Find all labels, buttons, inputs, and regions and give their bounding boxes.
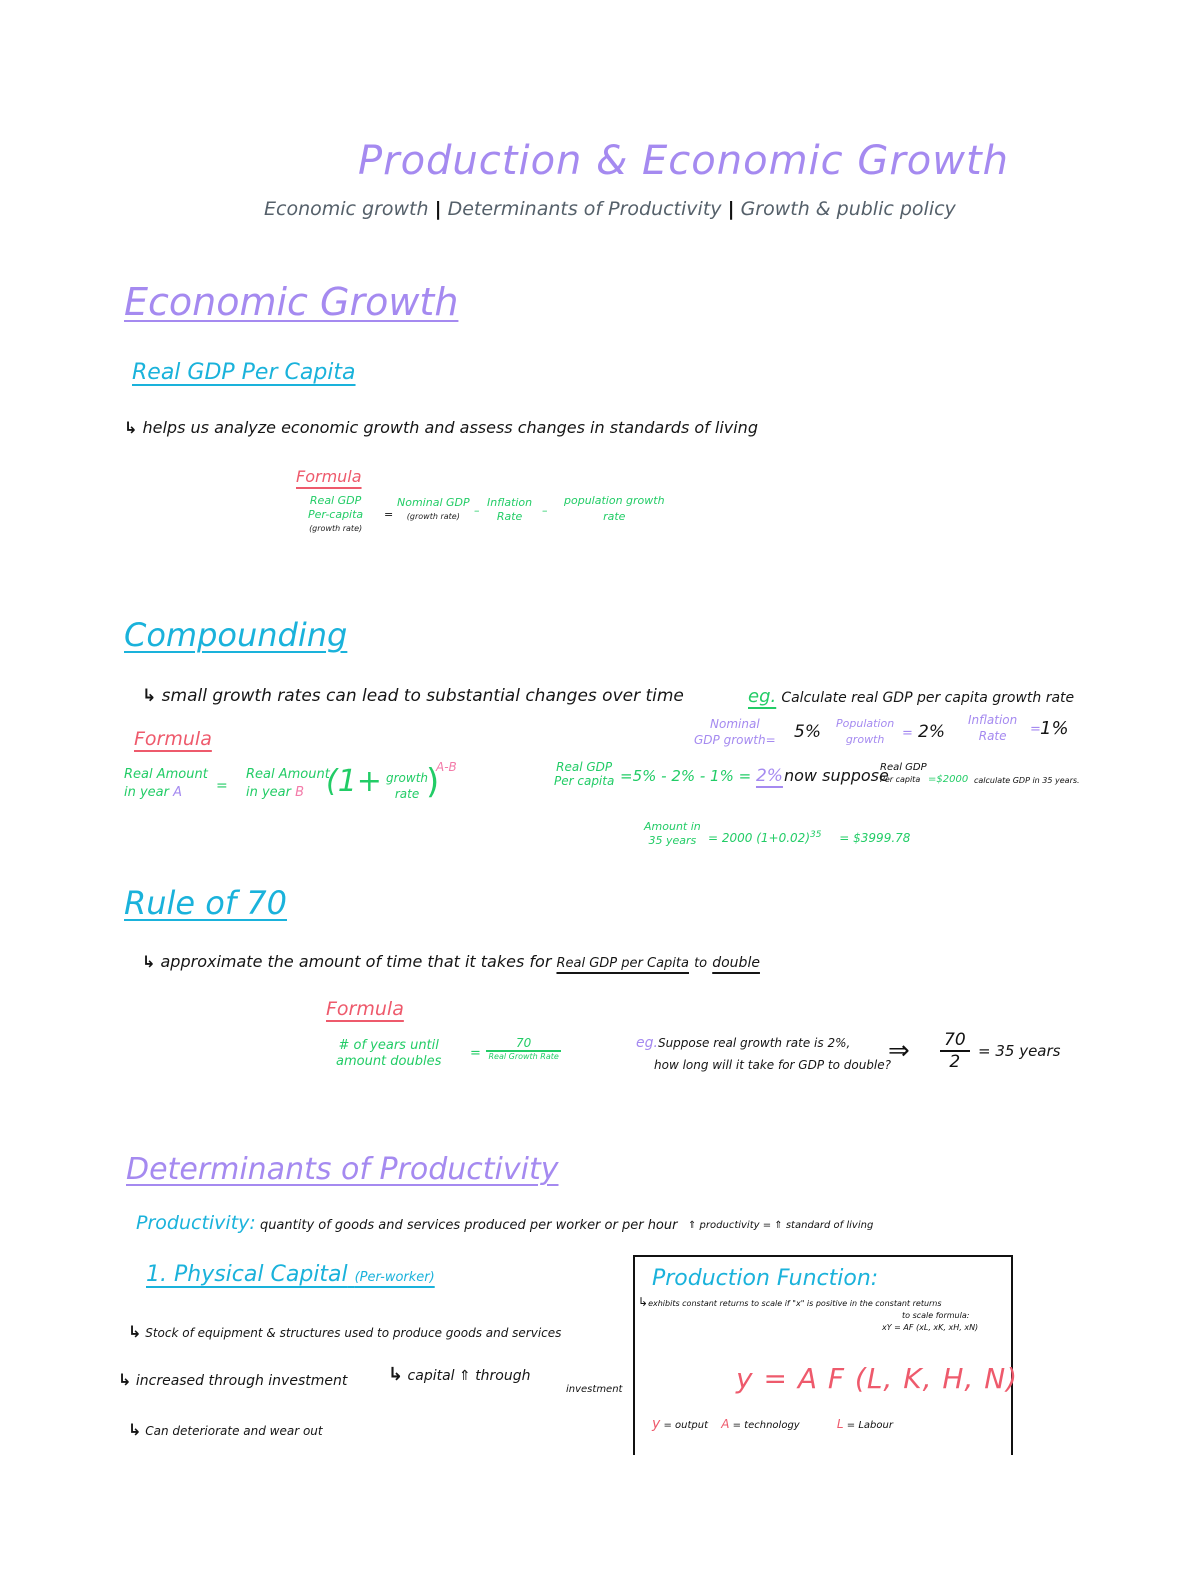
now-suppose-text: now suppose	[784, 766, 889, 785]
amount-label	[644, 820, 701, 848]
arrow-icon: ↳	[124, 418, 138, 437]
equals-sign: =	[1030, 722, 1041, 737]
example-question: Calculate real GDP per capita growth rate	[781, 690, 1075, 706]
rule-formula-fraction	[486, 1036, 561, 1061]
heading-compounding: Compounding	[124, 616, 348, 654]
capital-up-point	[388, 1364, 531, 1385]
population-growth-value: 2%	[918, 722, 945, 742]
population-growth-label	[836, 716, 894, 748]
formula-lhs-line: in year	[124, 785, 169, 800]
point-text: to	[694, 956, 708, 971]
label-line: Per capita	[554, 774, 615, 788]
point-text: Stock of equipment & structures used to produce goods and services	[145, 1326, 562, 1340]
example-line: how long will it take for GDP to double?	[654, 1058, 892, 1072]
subtitle-separator: |	[727, 198, 735, 220]
legend-var: y	[652, 1416, 661, 1432]
formula-term-population	[564, 493, 665, 525]
production-function-equation: y = A F (L, K, H, N)	[736, 1362, 1019, 1395]
legend-var: L	[836, 1417, 844, 1431]
legend-var: A	[721, 1417, 730, 1431]
formula-exponent: A-B	[436, 760, 457, 774]
point-text: increased through investment	[135, 1373, 348, 1389]
production-function-title: Production Function:	[652, 1266, 879, 1291]
suppose-gdp-label	[880, 762, 927, 786]
formula-equals: =	[384, 508, 394, 521]
desc-line: to scale formula:	[902, 1311, 970, 1320]
formula-lhs-line: amount doubles	[336, 1054, 442, 1069]
formula-growth-rate	[386, 770, 428, 802]
point-text: capital ⇑ through	[407, 1368, 531, 1384]
arrow-icon: ↳	[118, 1370, 132, 1389]
formula-term-line: Inflation	[487, 496, 533, 509]
suppose-gdp-value: =$2000	[928, 774, 969, 785]
real-gdp-calc	[620, 766, 783, 786]
capital-point	[128, 1322, 561, 1341]
capital-point	[128, 1420, 323, 1439]
example-label: eg.	[636, 1035, 658, 1051]
label-line: Population	[836, 717, 895, 730]
formula-growth-line: rate	[394, 787, 420, 801]
formula-term-line: (growth rate)	[406, 512, 460, 521]
point-text: helps us analyze economic growth and assess changes in standards of living	[142, 418, 758, 437]
production-function-legend	[652, 1416, 893, 1432]
formula-term-nominal	[397, 496, 470, 524]
page-title: Production & Economic Growth	[358, 138, 1010, 184]
label-line: 35 years	[648, 834, 697, 847]
productivity-label: Productivity:	[136, 1212, 256, 1234]
example-label: eg.	[748, 686, 777, 707]
arrow-icon: ↳	[128, 1420, 142, 1439]
fraction-denominator: Real Growth Rate	[488, 1052, 559, 1061]
label-line: Per capita	[880, 775, 921, 784]
label-line: Nominal	[710, 717, 760, 731]
physical-capital-label: 1. Physical Capital	[146, 1262, 348, 1287]
formula-term-inflation	[487, 496, 532, 524]
formula-lhs-line: Real GDP	[309, 494, 362, 507]
gdp-per-capita-point	[124, 418, 758, 437]
rule-example-result: = 35 years	[978, 1042, 1061, 1060]
point-text: approximate the amount of time that it takes for	[160, 952, 552, 971]
inflation-rate-value: 1%	[1040, 718, 1069, 739]
formula-lhs-line: Per-capita	[308, 508, 364, 521]
productivity-text: quantity of goods and services produced per worker or per hour	[259, 1218, 678, 1233]
amount-calc	[708, 830, 910, 845]
inflation-rate-label	[968, 712, 1017, 744]
capital-investment-note: investment	[566, 1384, 623, 1395]
formula-paren-close: )	[426, 762, 440, 802]
subtitle-economic-growth: Economic growth	[264, 198, 429, 220]
arrow-icon: ↳	[638, 1295, 649, 1309]
formula-lhs	[308, 494, 363, 536]
arrow-icon: ↳	[142, 686, 157, 706]
nominal-gdp-value: 5%	[794, 722, 821, 742]
label-line: Inflation	[968, 713, 1018, 727]
example-line: Suppose real growth rate is 2%,	[657, 1036, 851, 1050]
formula-var-b: B	[295, 785, 305, 800]
arrow-icon: ↳	[388, 1364, 404, 1385]
equals-sign: =	[902, 726, 913, 741]
formula-label: Formula	[134, 728, 212, 750]
compound-formula-rhs	[246, 766, 330, 802]
formula-paren-open: (1+	[326, 764, 382, 799]
productivity-definition	[136, 1212, 677, 1234]
formula-equals: =	[216, 778, 228, 794]
amount-expression: = 2000 (1+0.02)	[708, 831, 810, 845]
label-line: growth	[845, 733, 885, 746]
productivity-note: ⇑ productivity = ⇑ standard of living	[688, 1220, 874, 1231]
arrow-icon: ↳	[142, 952, 156, 971]
label-line: Real GDP	[556, 760, 613, 774]
rule-formula-lhs	[336, 1038, 441, 1070]
formula-minus: –	[542, 504, 548, 517]
formula-equals: =	[470, 1046, 481, 1061]
compound-formula-lhs	[124, 766, 208, 802]
formula-growth-line: growth	[386, 771, 429, 785]
point-text: small growth rates can lead to substantial changes over time	[161, 686, 684, 706]
rule-example-fraction	[940, 1030, 970, 1072]
rule-example	[636, 1032, 891, 1076]
real-gdp-label	[554, 760, 614, 788]
legend-def: = Labour	[846, 1420, 893, 1431]
label-line: GDP growth	[694, 733, 766, 747]
suppose-text: calculate GDP in 35 years.	[974, 776, 1080, 785]
nominal-gdp-label	[694, 716, 776, 748]
legend-def: = output	[663, 1420, 709, 1431]
desc-line: xY = AF (xL, xK, xH, xN)	[882, 1323, 979, 1332]
fraction-denominator: 2	[949, 1052, 961, 1072]
amount-result: = $3999.78	[839, 831, 911, 845]
subtitle-growth-policy: Growth & public policy	[740, 198, 956, 220]
calc-expression: =5% - 2% - 1% =	[620, 767, 752, 785]
amount-exponent: 35	[810, 830, 822, 840]
legend-def: = technology	[732, 1420, 800, 1431]
formula-term-line: population growth	[564, 494, 665, 507]
compounding-point	[142, 686, 684, 706]
subheading-real-gdp-per-capita: Real GDP Per Capita	[132, 360, 356, 385]
desc-line: exhibits constant returns to scale if "x" is positive in the constant returns	[648, 1299, 942, 1308]
heading-determinants: Determinants of Productivity	[126, 1152, 559, 1187]
formula-term-line: rate	[603, 510, 626, 523]
label-line: Amount in	[644, 820, 701, 833]
arrow-icon: ↳	[128, 1322, 142, 1341]
formula-rhs-line: Real Amount	[246, 767, 330, 782]
formula-lhs-line: # of years until	[338, 1038, 439, 1053]
formula-term-line: Nominal GDP	[397, 496, 470, 509]
formula-rhs-line: in year	[246, 785, 291, 800]
point-real-gdp: Real GDP per Capita	[556, 956, 689, 971]
formula-minus: –	[474, 504, 480, 517]
formula-lhs-line: Real Amount	[124, 767, 208, 782]
equals-sign: =	[765, 733, 776, 747]
heading-physical-capital	[146, 1262, 435, 1287]
point-double: double	[712, 955, 760, 971]
rule-of-70-point	[142, 952, 760, 971]
calc-result: 2%	[755, 766, 783, 786]
heading-rule-of-70: Rule of 70	[124, 884, 287, 922]
production-function-desc	[638, 1296, 978, 1334]
point-text: Can deteriorate and wear out	[145, 1424, 323, 1438]
physical-capital-note: (Per-worker)	[354, 1270, 435, 1285]
label-line: Rate	[978, 729, 1007, 743]
fraction-numerator: 70	[940, 1030, 970, 1052]
fraction-numerator: 70	[486, 1036, 561, 1052]
compounding-example	[748, 686, 1074, 707]
label-line: Real GDP	[880, 762, 927, 773]
subtitle-separator: |	[434, 198, 442, 220]
heading-economic-growth: Economic Growth	[124, 280, 459, 324]
formula-label: Formula	[326, 998, 404, 1020]
formula-term-line: Rate	[496, 510, 523, 523]
page-subtitle	[264, 198, 956, 220]
subtitle-determinants: Determinants of Productivity	[447, 198, 722, 220]
implies-arrow-icon: ⇒	[888, 1036, 910, 1066]
formula-label: Formula	[296, 467, 362, 486]
formula-lhs-line: (growth rate)	[309, 524, 363, 533]
formula-var-a: A	[173, 785, 183, 800]
capital-point	[118, 1370, 347, 1389]
